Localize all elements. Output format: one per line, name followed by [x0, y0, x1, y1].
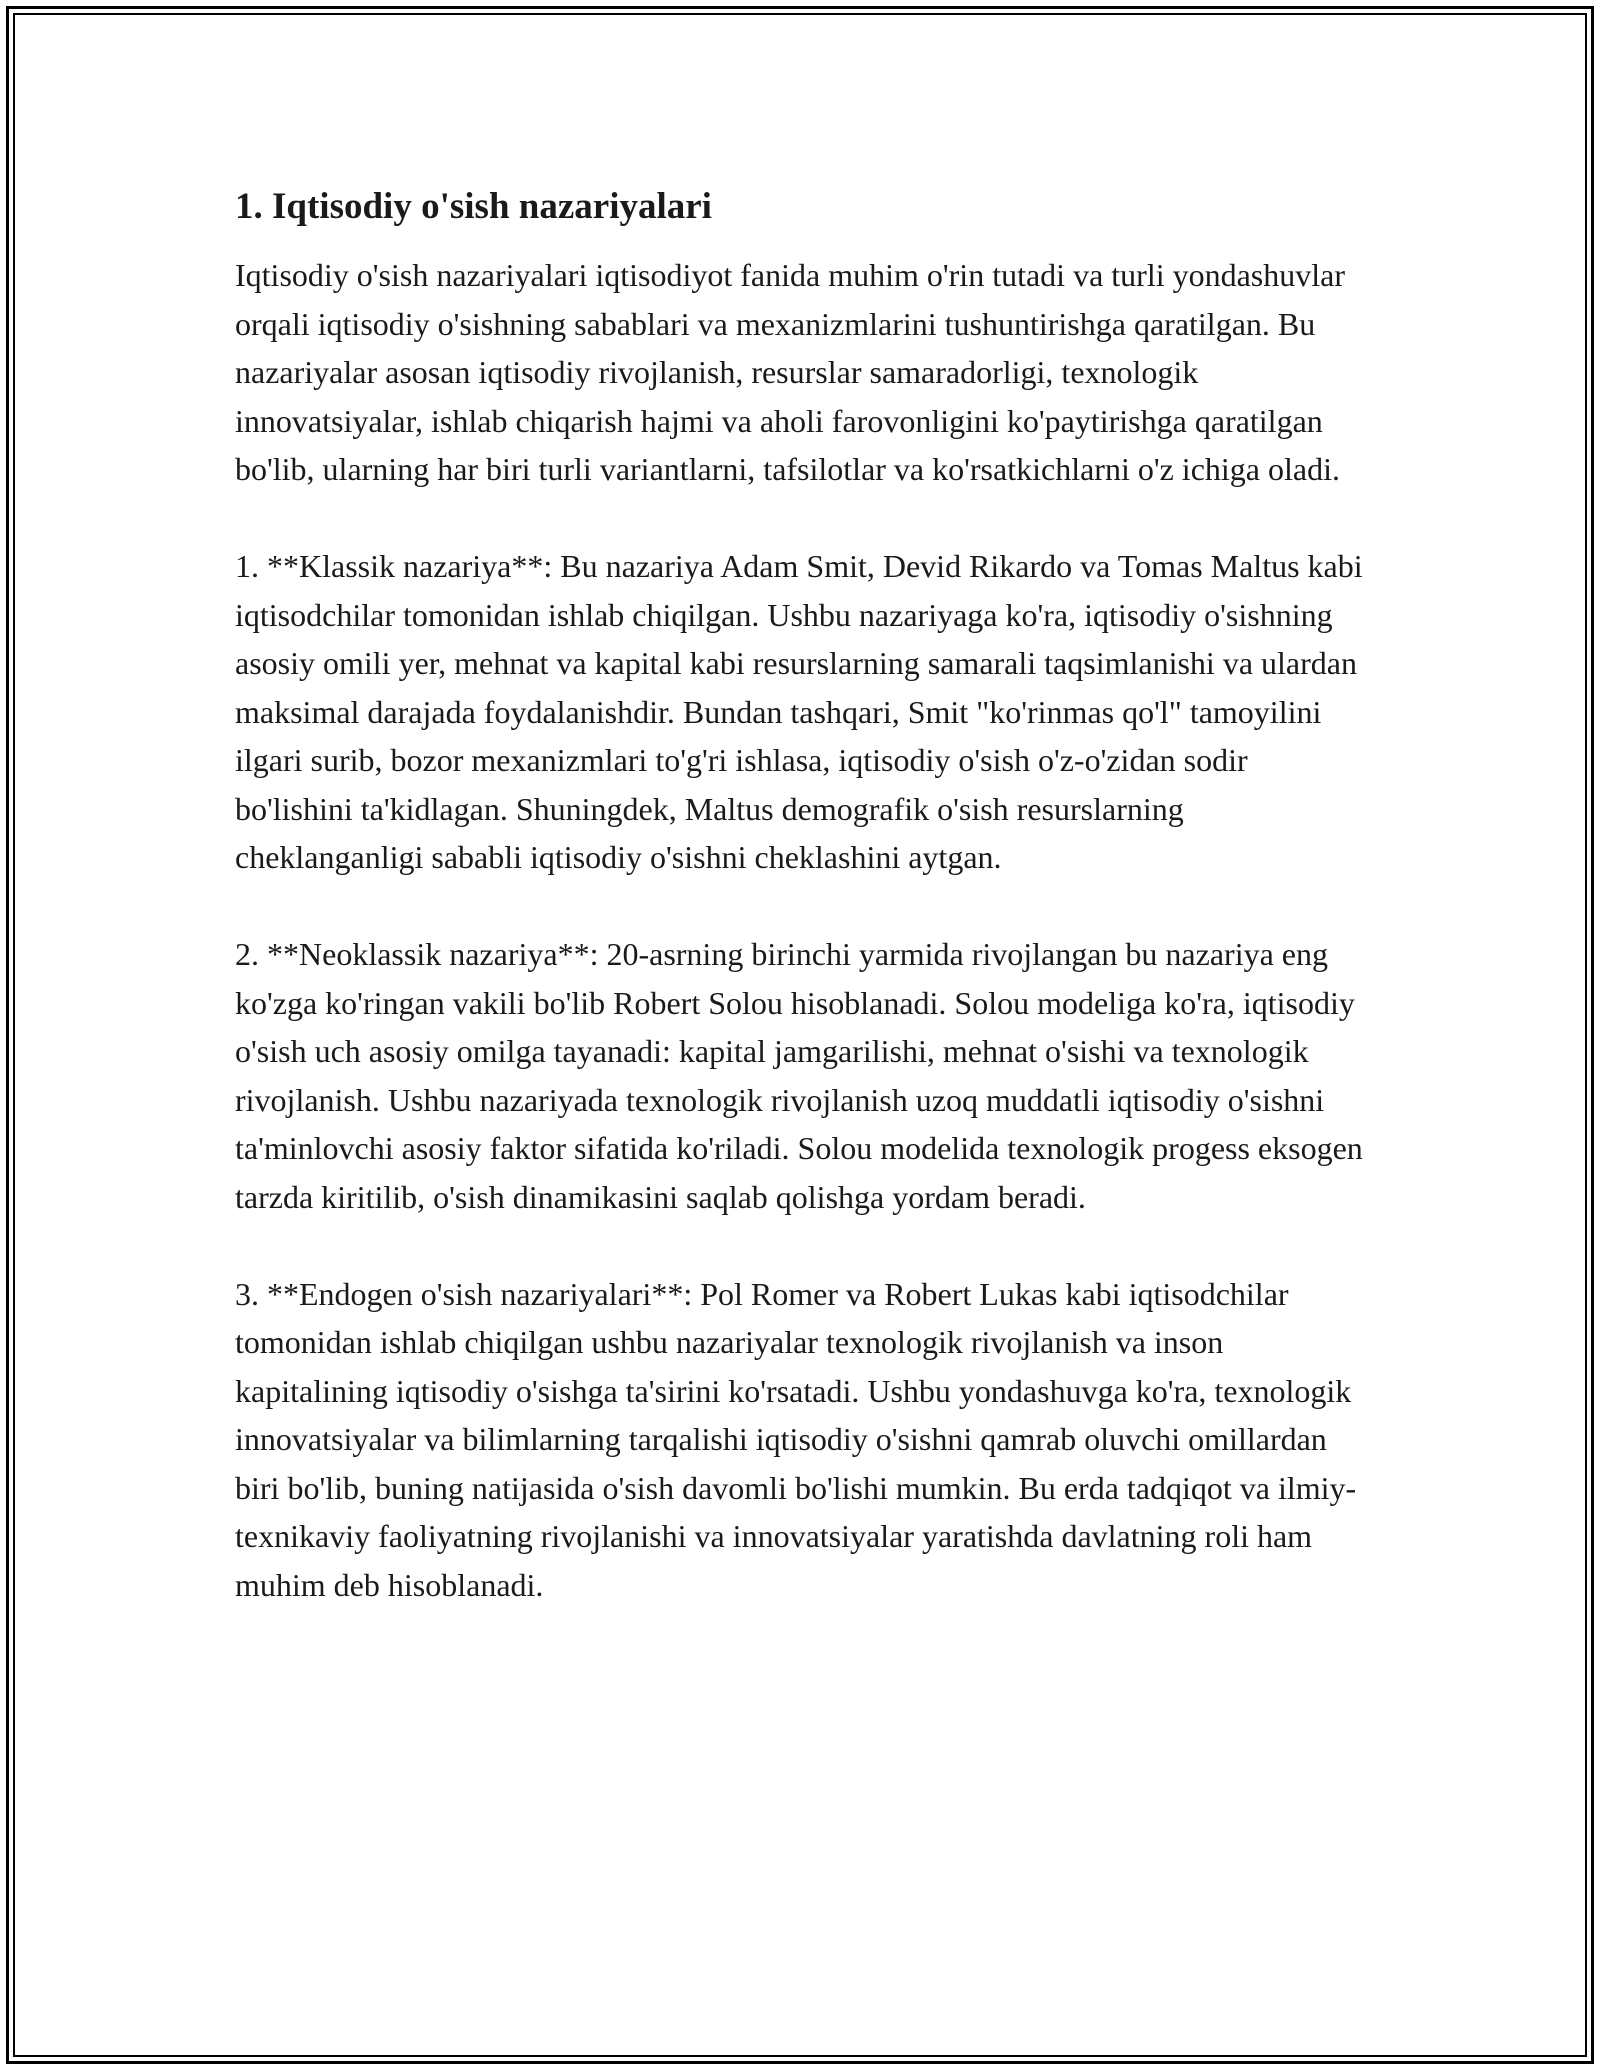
endogenous-growth-paragraph: 3. **Endogen o'sish nazariyalari**: Pol Romer va Robert Lukas kabi iqtisodchilar tomonidan ishlab chiqilgan ushbu nazariyalar texnologik rivojlanish va inson kapitalining iqtisodiy o'sishga ta'sirini ko'rsatadi. Ushbu yondashuvga ko'ra, texnologik innovatsiyalar va bilimlarning tarqalishi iqtisodiy o'sishni qamrab oluvchi omillardan biri bo'lib, buning natijasida o'sish davomli bo'lishi mumkin. Bu erda tadqiqot va ilmiy-texnikaviy faoliyatning rivojlanishi va innovatsiyalar yaratishda davlatning roli ham muhim deb hisoblanadi.	[235, 1275, 1357, 1603]
intro-paragraph: Iqtisodiy o'sish nazariyalari iqtisodiyot fanida muhim o'rin tutadi va turli yondashuvlar orqali iqtisodiy o'sishning sabablari va mexanizmlarini tushuntirishga qaratilgan. Bu nazariyalar asosan iqtisodiy rivojlanish, resurslar samaradorligi, texnologik innovatsiyalar, ishlab chiqarish hajmi va aholi farovonligini ko'paytirishga qaratilgan bo'lib, ularning har biri turli variantlarni, tafsilotlar va ko'rsatkichlarni o'z ichiga oladi.	[235, 257, 1345, 487]
section-heading: 1. Iqtisodiy o'sish nazariyalari	[235, 186, 712, 227]
neoclassical-theory-paragraph: 2. **Neoklassik nazariya**: 20-asrning birinchi yarmida rivojlangan bu nazariya eng ko'zga ko'ringan vakili bo'lib Robert Solou hisoblanadi. Solou modeliga ko'ra, iqtisodiy o'sish uch asosiy omilga tayanadi: kapital jamgarilishi, mehnat o'sishi va texnologik rivojlanish. Ushbu nazariyada texnologik rivojlanish uzoq muddatli iqtisodiy o'sishni ta'minlovchi asosiy faktor sifatida ko'riladi. Solou modelida texnologik progess eksogen tarzda kiritilib, o'sish dinamikasini saqlab qolishga yordam beradi.	[235, 936, 1363, 1215]
classical-theory-paragraph: 1. **Klassik nazariya**: Bu nazariya Adam Smit, Devid Rikardo va Tomas Maltus kabi iqtisodchilar tomonidan ishlab chiqilgan. Ushbu nazariyaga ko'ra, iqtisodiy o'sishning asosiy omili yer, mehnat va kapital kabi resurslarning samarali taqsimlanishi va ulardan maksimal darajada foydalanishdir. Bundan tashqari, Smit "ko'rinmas qo'l" tamoyilini ilgari surib, bozor mexanizmlari to'g'ri ishlasa, iqtisodiy o'sish o'z-o'zidan sodir bo'lishini ta'kidlagan. Shuningdek, Maltus demografik o'sish resurslarning cheklanganligi sababli iqtisodiy o'sishni cheklashini aytgan.	[235, 548, 1363, 875]
document-body	[235, 185, 1365, 1658]
